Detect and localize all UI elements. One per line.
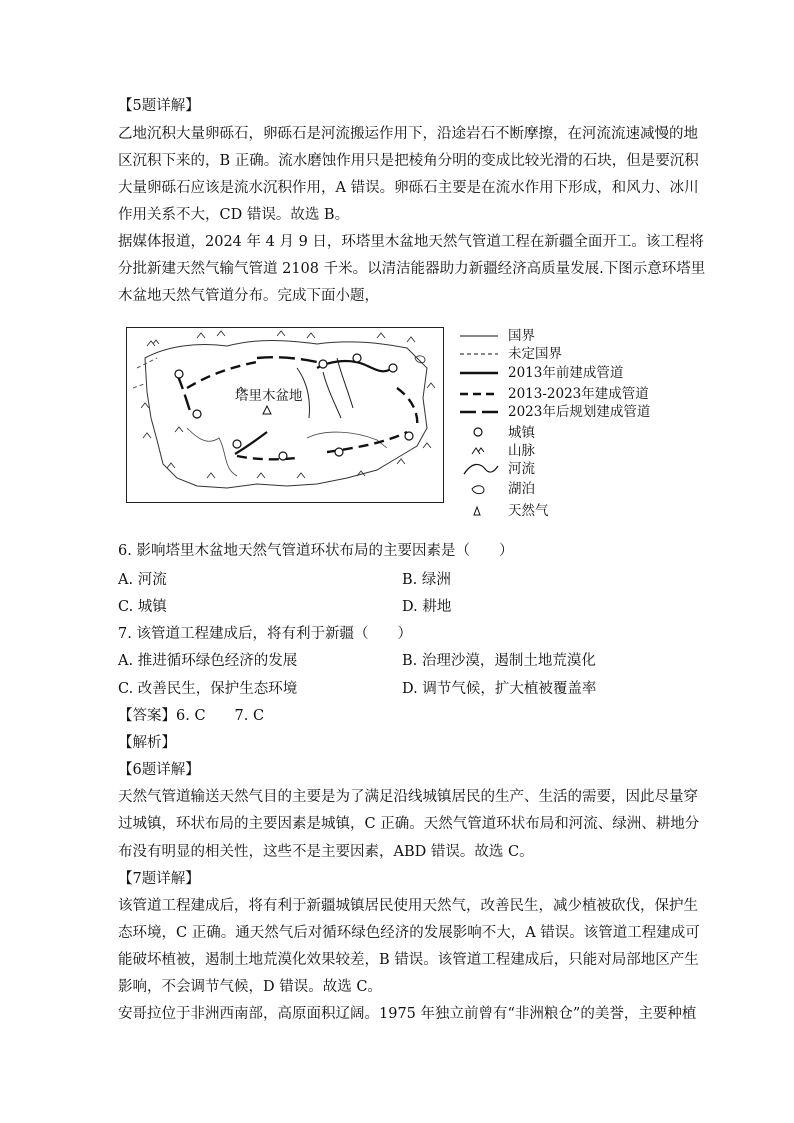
legend-undetermined-border: 未定国界 xyxy=(460,345,500,363)
town-icon xyxy=(175,370,183,378)
section6-line-2: 过城镇，环状布局的主要因素是城镇，C 正确。天然气管道环状布局和河流、绿洲、耕地分 xyxy=(118,816,700,832)
q7-option-b: B. 治理沙漠，遏制土地荒漠化 xyxy=(402,653,596,669)
legend-mountain: 山脉 xyxy=(460,442,500,460)
legend-river: 河流 xyxy=(460,460,500,478)
town-icon xyxy=(389,364,397,372)
section7-line-1: 该管道工程建成后，将有利于新疆城镇居民使用天然气，改善民生，减少植被砍伐，保护生 xyxy=(118,898,698,914)
town-icon xyxy=(279,452,287,460)
legend-pipeline-2013-2023: 2013-2023年建成管道 xyxy=(460,385,500,403)
q7-option-d: D. 调节气候，扩大植被覆盖率 xyxy=(402,681,597,697)
map-drawing xyxy=(127,328,443,502)
intro-line-2: 分批新建天然气输气管道 2108 千米。以清洁能器助力新疆经济高质量发展.下图示意环塔里 xyxy=(118,261,706,277)
legend-pipeline-planned: 2023年后规划建成管道 xyxy=(460,403,500,421)
section6-line-3: 布没有明显的相关性，这些不是主要因素，ABD 错误。故选 C。 xyxy=(118,844,534,860)
section5-line-4: 作用关系不大，CD 错误。故选 B。 xyxy=(118,207,350,223)
section7-line-4: 影响，不会调节气候，D 错误。故选 C。 xyxy=(118,979,382,995)
lake-icon xyxy=(460,480,500,498)
section5-line-2: 区沉积下来的，B 正确。流水磨蚀作用只是把棱角分明的变成比较光滑的石块，但是要沉积 xyxy=(118,153,699,169)
pipeline-2013-2023-icon xyxy=(460,385,500,403)
q7-stem: 7. 该管道工程建成后，将有利于新疆（ ） xyxy=(118,626,412,642)
analysis-label: 【解析】 xyxy=(118,735,176,751)
national-border-icon xyxy=(460,327,500,345)
legend-natural-gas: 天然气 xyxy=(460,502,500,520)
q7-option-a: A. 推进循环绿色经济的发展 xyxy=(118,653,298,669)
intro-line-1: 据媒体报道，2024 年 4 月 9 日，环塔里木盆地天然气管道工程在新疆全面开工。该工程将 xyxy=(118,234,704,250)
town-icon xyxy=(405,432,413,440)
pipeline-before-2013-line xyxy=(235,361,389,454)
answer-label: 【答案】 xyxy=(118,708,176,724)
town-icon xyxy=(319,360,327,368)
undetermined-border-icon xyxy=(460,345,500,363)
town-icon xyxy=(353,354,361,362)
river-icon xyxy=(460,460,500,478)
section7-line-2: 态环境，C 正确。通天然气后对循环绿色经济的发展影响不大，A 错误。该管道工程建成可 xyxy=(118,925,700,941)
section6-heading: 【6题详解】 xyxy=(118,762,200,778)
town-icon xyxy=(193,410,201,418)
section7-heading: 【7题详解】 xyxy=(118,871,200,887)
town-icon xyxy=(460,424,500,442)
natural-gas-icon xyxy=(263,406,271,414)
section5-line-3: 大量卵砾石应该是流水沉积作用，A 错误。卵砾石主要是在流水作用下形成，和风力、冰川 xyxy=(118,180,699,196)
section6-line-1: 天然气管道输送天然气目的主要是为了满足沿线城镇居民的生产、生活的需要，因此尽量穿 xyxy=(118,789,698,805)
town-icon xyxy=(335,448,343,456)
intro-line-3: 木盆地天然气管道分布。完成下面小题， xyxy=(118,288,379,304)
q6-option-a: A. 河流 xyxy=(118,572,167,588)
legend-pipeline-before-2013: 2013年前建成管道 xyxy=(460,364,500,382)
mountain-icon xyxy=(460,442,500,460)
tarim-basin-map xyxy=(126,327,444,503)
section5-heading: 【5题详解】 xyxy=(118,98,200,114)
natural-gas-icon xyxy=(460,502,500,520)
town-icon xyxy=(233,440,241,448)
lake-icon xyxy=(415,356,425,363)
q6-option-b: B. 绿洲 xyxy=(402,572,451,588)
q6-stem: 6. 影响塔里木盆地天然气管道环状布局的主要因素是（ ） xyxy=(118,543,514,559)
mountain-icons xyxy=(141,331,435,478)
pipeline-before-2013-icon xyxy=(460,364,500,382)
section5-line-1: 乙地沉积大量卵砾石，卵砾石是河流搬运作用下，沿途岩石不断摩擦，在河流流速减慢的地 xyxy=(118,126,698,142)
answer-text: 6. C 7. C xyxy=(176,708,265,724)
legend-lake: 湖泊 xyxy=(460,480,500,498)
answer-row xyxy=(118,706,264,726)
q6-option-d: D. 耕地 xyxy=(402,599,452,615)
section7-line-3: 能破坏植被，遏制土地荒漠化效果较差，B 错误。该管道工程建成后，只能对局部地区产生 xyxy=(118,952,699,968)
q7-option-c: C. 改善民生，保护生态环境 xyxy=(118,681,298,697)
legend-town: 城镇 xyxy=(460,424,500,442)
national-border-line xyxy=(145,341,427,489)
pipeline-planned-icon xyxy=(460,403,500,421)
inner-boundary xyxy=(187,428,387,476)
basin-label: 塔里木盆地 xyxy=(235,388,303,404)
next-intro-line: 安哥拉位于非洲西南部，高原面积辽阔。1975 年独立前曾有“非洲粮仓”的美誉，主要种植 xyxy=(118,1006,697,1022)
q6-option-c: C. 城镇 xyxy=(118,599,167,615)
legend-national-border: 国界 xyxy=(460,327,500,345)
